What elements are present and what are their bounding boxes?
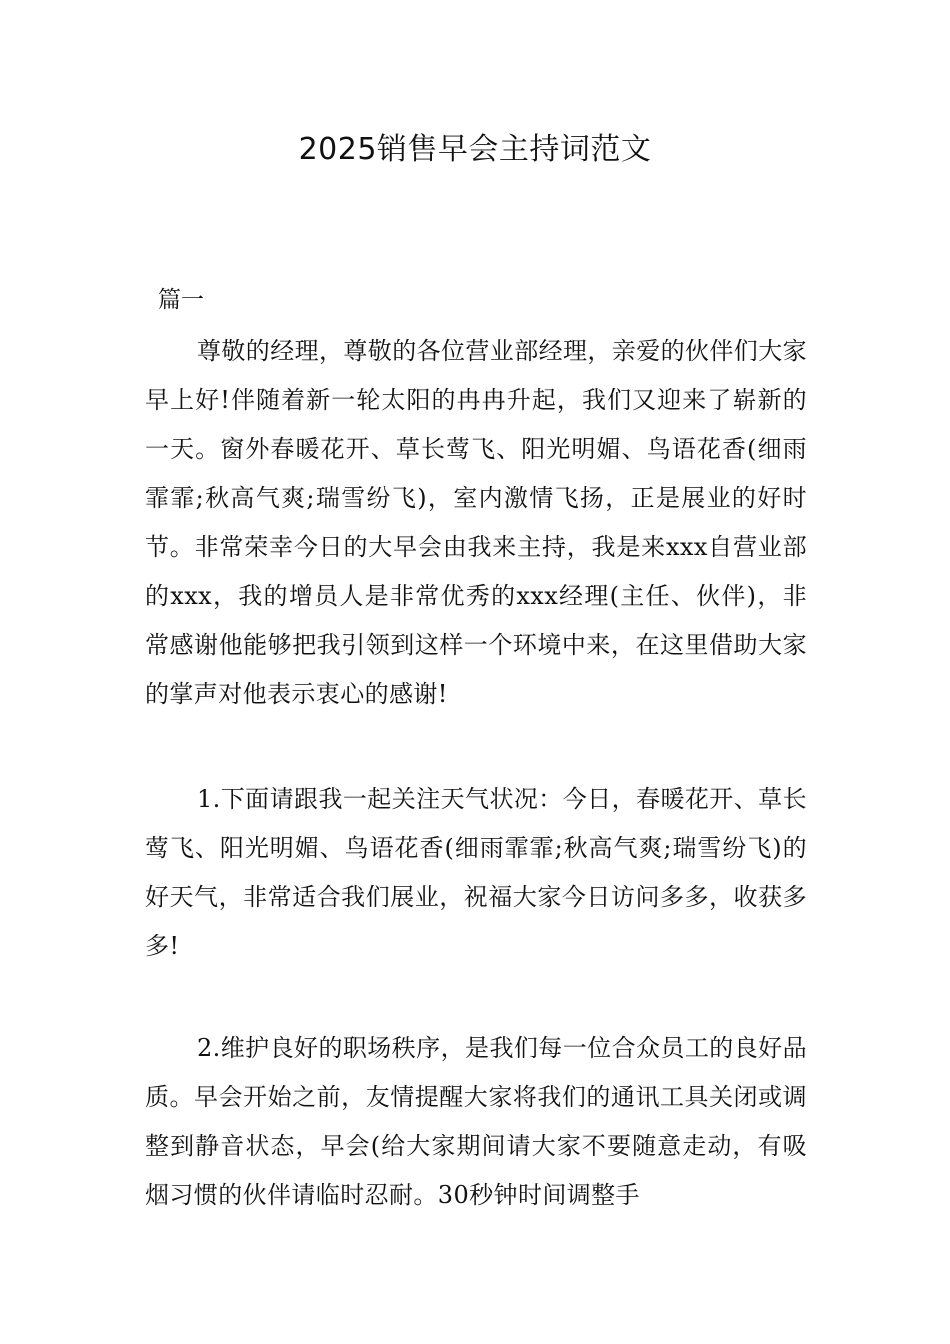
- paragraph-greeting: 尊敬的经理，尊敬的各位营业部经理，亲爱的伙伴们大家早上好!伴随着新一轮太阳的冉冉升起，我们又迎来了崭新的一天。窗外春暖花开、草长莺飞、阳光明媚、鸟语花香(细雨霏霏;秋高气爽;瑞雪纷飞)，室内激情飞扬，正是展业的好时节。非常荣幸今日的大早会由我来主持，我是来xxx自营业部的xxx，我的增员人是非常优秀的xxx经理(主任、伙伴)，非常感谢他能够把我引领到这样一个环境中来，在这里借助大家的掌声对他表示衷心的感谢!: [145, 337, 807, 708]
- document-title: 2025销售早会主持词范文: [298, 132, 652, 167]
- paragraph-order: 2.维护良好的职场秩序，是我们每一位合众员工的良好品质。早会开始之前，友情提醒大家将我们的通讯工具关闭或调整到静音状态，早会(给大家期间请大家不要随意走动，有吸烟习惯的伙伴请临时忍耐。30秒钟时间调整手: [145, 1034, 807, 1209]
- paragraph-weather: 1.下面请跟我一起关注天气状况：今日，春暖花开、草长莺飞、阳光明媚、鸟语花香(细雨霏霏;秋高气爽;瑞雪纷飞)的好天气，非常适合我们展业，祝福大家今日访问多多，收获多多!: [145, 785, 807, 960]
- section-heading: 篇一: [158, 287, 204, 313]
